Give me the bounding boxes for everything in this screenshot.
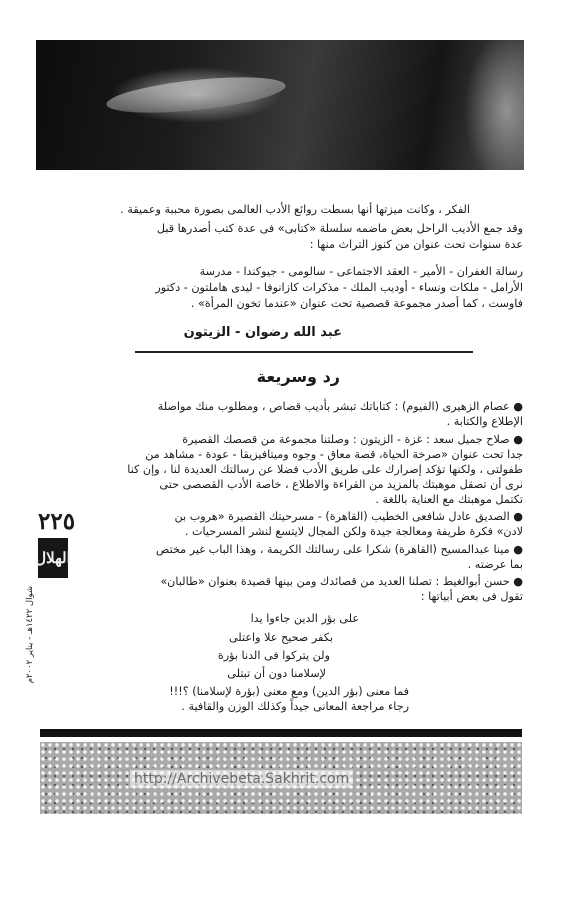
section-title: رد وسريعة xyxy=(256,367,340,386)
reply-line: ● الصديق عادل شافعى الخطيب (القاهرة) - مسرحيتك القصيرة «هروب بن xyxy=(174,510,523,523)
reply-line: تقول فى بعض أبياتها : xyxy=(420,590,523,603)
issue-date: شوال ١٤٢٢هـ - يناير ٢٠٠٢م xyxy=(25,586,35,684)
page-number: ٢٢٥ xyxy=(38,508,76,535)
reply-line: جدا تحت عنوان «صرخة الحياة، قصة معاق - وجوه وميتافيزيقا - عودة - مشاهد من xyxy=(145,448,523,461)
intro-line: رسالة الغفران - الأمير - العقد الاجتماعى - سالومى - جيوكندا - مدرسة xyxy=(199,265,523,278)
reply-line: بما عرضته . xyxy=(467,558,523,571)
reply-line: ● عصام الزهيرى (الفيوم) : كتاباتك تبشر بأديب قصاص ، ومطلوب منك مواصلة xyxy=(157,400,523,413)
watermark-url: http://Archivebeta.Sakhrit.com xyxy=(130,770,353,788)
verse-line: على بؤر الدين جاءوا يدا xyxy=(250,612,359,625)
verse-line: ولن يتركوا فى الدنا بؤرة xyxy=(217,649,330,662)
section-divider xyxy=(135,351,473,353)
reply-line: ● مينا عبدالمسيح (القاهرة) شكرا على رسالتك الكريمة ، وهذا الباب غير مختص xyxy=(155,543,523,556)
intro-line: الأرامل - ملكات ونساء - أوديب الملك - مذكرات كازانوفا - ليدى هاملتون - دكتور xyxy=(155,281,523,294)
intro-line: عدة سنوات تحت عنوان من كنوز التراث منها : xyxy=(309,238,523,251)
intro-line: فاوست ، كما أصدر مجموعة قصصية تحت عنوان «عندما تخون المرأة» . xyxy=(190,297,523,310)
verse-line: بكفر صحيح علا واعتلى xyxy=(228,631,333,644)
closing-line: فما معنى (بؤر الدين) ومع معنى (بؤرة لإسلامنا) ؟!!! xyxy=(169,685,409,698)
header-photo xyxy=(36,40,524,170)
intro-line: وقد جمع الأديب الراحل بعض ماضمه سلسلة «كتابى» فى عدة كتب أصدرها قبل xyxy=(156,222,523,235)
reply-line: لادن» فكرة طريفة ومعالجة جيدة ولكن المجال لايتسع لنشر المسرحيات . xyxy=(184,525,523,538)
intro-line: الفكر ، وكانت ميزتها أنها بسطت روائع الأدب العالمى بصورة محببة وعميقة . xyxy=(120,203,470,216)
reply-line: ● صلاح جميل سعد : غزة - الزيتون : وصلتنا مجموعة من قصصك القصيرة xyxy=(182,433,523,446)
reply-line: ● حسن أبوالغيط : تصلنا العديد من قصائدك ومن بينها قصيدة بعنوان «طالبان» xyxy=(160,575,523,588)
verse-line: لإسلامنا دون أن تبتلى xyxy=(227,667,326,680)
hat-highlight xyxy=(105,71,287,120)
reply-line: تكتمل موهبتك مع العناية باللغة . xyxy=(375,493,523,506)
closing-line: رجاء مراجعة المعانى جيداً وكذلك الوزن والقافية . xyxy=(181,700,409,713)
reply-line: الإطلاع والكتابة . xyxy=(446,415,523,428)
magazine-logo: الهلال xyxy=(38,538,68,578)
bottom-rule xyxy=(40,729,522,737)
article-signature: عبد الله رضوان - الزيتون xyxy=(183,325,342,340)
reply-line: نرى أن تصقل موهبتك بالمزيد من القراءة والاطلاع ، خاصة الأدب القصصى حتى xyxy=(159,478,523,491)
reply-line: طفولتى ، ولكنها تؤكد إصرارك على طريق الأدب فضلا عن رسالتك العديدة لنا ، وإن كنا xyxy=(127,463,523,476)
